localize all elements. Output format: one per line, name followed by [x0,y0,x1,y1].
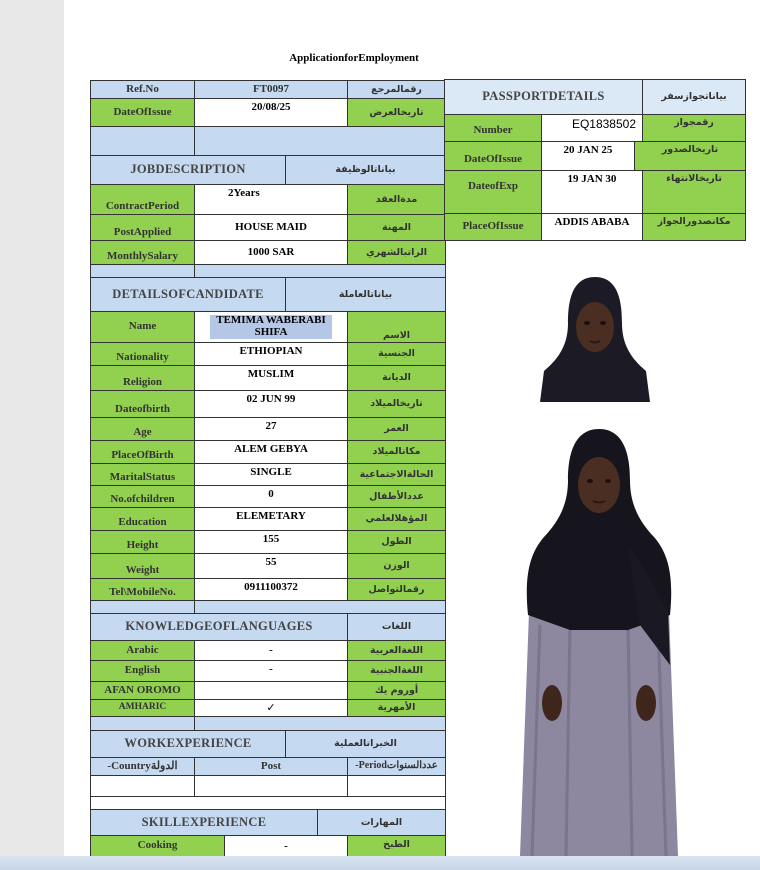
passport-number-ar: رقمجواز [642,114,746,142]
passport-place-ar: مكانصدورالجواز [642,213,746,241]
tel-label: Tel\MobileNo. [90,578,195,601]
dob-label: Dateofbirth [90,390,195,418]
lang-arabic-value: - [194,640,348,661]
nationality-label: Nationality [90,342,195,366]
spacer-cell [90,126,195,156]
name-label: Name [90,311,195,343]
education-label: Education [90,507,195,531]
passport-header: PASSPORTDETAILS [444,79,643,115]
pob-value: ALEM GEBYA [194,440,348,464]
portrait-photo [540,271,650,402]
passport-issue-ar: تاريخالصدور [634,141,746,171]
education-ar: المؤهلالعلمي [347,507,446,531]
nationality-value: ETHIOPIAN [194,342,348,366]
skill-header-ar: المهارات [317,809,446,836]
lang-amharic-check-icon: ✓ [194,699,348,717]
lang-amharic-ar: الأمهرية [347,699,446,717]
cooking-value: - [224,835,348,856]
passport-number-value: EQ1838502 [541,114,643,142]
spacer-cell [90,716,195,731]
children-ar: عددالأطفال [347,485,446,508]
religion-value: MUSLIM [194,365,348,391]
weight-label: Weight [90,553,195,579]
age-ar: العمر [347,417,446,441]
nationality-ar: الجنسية [347,342,446,366]
contract-label: ContractPeriod [90,184,195,215]
post-label: PostApplied [90,214,195,241]
tel-ar: رقمالتواصل [347,578,446,601]
weight-ar: الوزن [347,553,446,579]
work-header-ar: الخبراتالعملية [285,730,446,758]
religion-ar: الديانة [347,365,446,391]
age-label: Age [90,417,195,441]
dob-value: 02 JUN 99 [194,390,348,418]
lang-oromo-label: AFAN OROMO [90,681,195,700]
spacer-cell [194,600,446,614]
passport-issue-label: DateOfIssue [444,141,542,171]
ref-ar: رقمالمرجع [347,80,446,99]
height-value: 155 [194,530,348,554]
religion-label: Religion [90,365,195,391]
passport-exp-ar: تاريخالانتهاء [642,170,746,214]
job-header: JOBDESCRIPTION [90,155,286,185]
lang-english-label: English [90,660,195,682]
passport-place-value: ADDIS ABABA [541,213,643,241]
salary-ar: الراتبالشهري [347,240,446,265]
col-period: -Periodعددالسنوات [347,757,446,776]
name-value: TEMIMA WABERABI SHIFA [210,315,332,338]
issue-label: DateOfIssue [90,98,195,127]
lang-arabic-ar: اللغةالعربية [347,640,446,661]
education-value: ELEMETARY [194,507,348,531]
col-post: Post [194,757,348,776]
work-cell [347,775,446,797]
issue-value: 20/08/25 [194,98,348,127]
marital-value: SINGLE [194,463,348,486]
pob-label: PlaceOfBirth [90,440,195,464]
col-country: -Countryالدولة [90,757,195,776]
passport-exp-label: DateofExp [444,170,542,214]
contract-ar: مدةالعقد [347,184,446,215]
candidate-header-ar: بياناتالعاملة [285,277,446,312]
age-value: 27 [194,417,348,441]
work-header: WORKEXPERIENCE [90,730,286,758]
spacer-cell [90,600,195,614]
work-cell [90,775,195,797]
passport-exp-value: 19 JAN 30 [541,170,643,214]
spacer-cell [90,264,195,278]
lang-english-ar: اللغةالجنبية [347,660,446,682]
languages-header: KNOWLEDGEOFLANGUAGES [90,613,348,641]
cooking-ar: الطبخ [347,835,446,856]
pob-ar: مكانالميلاد [347,440,446,464]
candidate-header: DETAILSOFCANDIDATE [90,277,286,312]
lang-english-value: - [194,660,348,682]
application-page [64,0,760,856]
issue-ar: تاريخالعرض [347,98,446,127]
passport-place-label: PlaceOfIssue [444,213,542,241]
languages-header-ar: اللغات [347,613,446,641]
post-value: HOUSE MAID [194,214,348,241]
cooking-label: Cooking [90,835,225,856]
name-ar: الاسم [347,311,446,343]
lang-oromo-value [194,681,348,700]
dob-ar: تاريخالميلاد [347,390,446,418]
ref-label: Ref.No [90,80,195,99]
work-cell [90,796,446,810]
height-label: Height [90,530,195,554]
lang-amharic-label: AMHARIC [90,699,195,717]
salary-label: MonthlySalary [90,240,195,265]
marital-label: MaritalStatus [90,463,195,486]
spacer-cell [194,126,446,156]
full-body-photo [510,425,688,856]
children-label: No.ofchildren [90,485,195,508]
children-value: 0 [194,485,348,508]
job-header-ar: بياناتالوظيفة [285,155,446,185]
tel-value: 0911100372 [194,578,348,601]
passport-header-ar: بياناتجوازسفر [642,79,746,115]
salary-value: 1000 SAR [194,240,348,265]
post-ar: المهنة [347,214,446,241]
spacer-cell [194,716,446,731]
work-cell [194,775,348,797]
lang-oromo-ar: أوروم يك [347,681,446,700]
lang-arabic-label: Arabic [90,640,195,661]
passport-number-label: Number [444,114,542,142]
page-title: ApplicationforEmployment [289,52,419,64]
spacer-cell [194,264,446,278]
name-value-cell [194,311,348,343]
height-ar: الطول [347,530,446,554]
contract-value: 2Years [194,184,348,215]
ref-value: FT0097 [194,80,348,99]
skill-header: SKILLEXPERIENCE [90,809,318,836]
passport-issue-value: 20 JAN 25 [541,141,635,171]
weight-value: 55 [194,553,348,579]
taskbar [0,856,760,870]
marital-ar: الحالةالاجتماعية [347,463,446,486]
